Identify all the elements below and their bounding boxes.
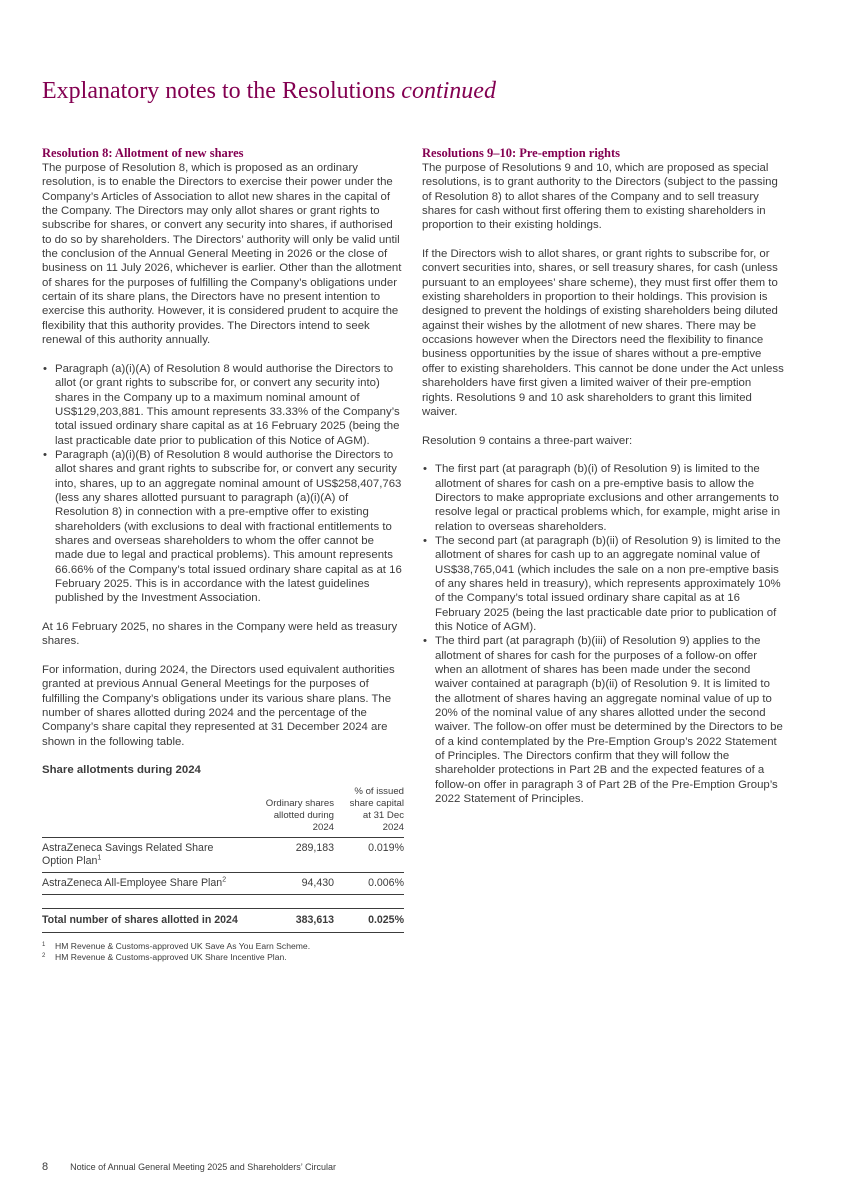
total-shares: 383,613 <box>242 908 334 932</box>
resolutions-9-10-heading: Resolutions 9–10: Pre-emption rights <box>422 146 621 160</box>
waiver-bullets <box>422 462 784 806</box>
row-label <box>42 837 242 872</box>
table-spacer-row <box>42 894 404 908</box>
title-continued: continued <box>401 78 496 104</box>
page-title <box>42 78 496 105</box>
share-allotments-table <box>42 786 404 933</box>
footnote-text: HM Revenue & Customs-approved UK Share Incentive Plan. <box>55 951 287 962</box>
list-item: • The third part (at paragraph (b)(iii) of Resolution 9) applies to the allotment of shares for cash for the purposes of a follow-on offer when an allotment of shares has been made under the second waiver contained at paragraph (b)(ii) of Resolution 9. It is limited to the allotment of shares having an aggregate nominal value of up to 20% of the nominal value of any shares allotted under the second waiver. The follow-on offer must be determined by the Directors to be of a kind contemplated by the Pre-Emption Group’s 2022 Statement of Principles. The Directors confirm that they will follow the shareholder protections in Part 2B and the expected features of a follow-on offer in paragraph 3 of Part 2B of the Pre-Emption Group’s 2022 Statement of Principles. <box>422 634 784 806</box>
page-number: 8 <box>42 1161 49 1173</box>
row-pct: 0.019% <box>334 837 404 872</box>
right-column <box>422 146 784 821</box>
resolution-8-bullets <box>42 362 404 606</box>
footnote-mark: 2 <box>42 952 46 959</box>
table-header-shares <box>242 786 334 838</box>
treasury-note: At 16 February 2025, no shares in the Company were held as treasury shares. <box>42 621 398 648</box>
row-label-text: AstraZeneca Savings Related Share Option Plan <box>42 841 214 867</box>
footnote <box>42 941 404 952</box>
resolution-8-heading: Resolution 8: Allotment of new shares <box>42 146 244 160</box>
table-total-row <box>42 908 404 932</box>
allotment-info: For information, during 2024, the Directors used equivalent authorities granted at previous Annual General Meetings for the purposes of fulfilling the Company’s obligations under its various share plans. The number of shares allotted during 2024 and the percentage of the Company’s share capital they represented at 31 December 2024 are shown in the following table. <box>42 664 395 748</box>
table-header-row <box>42 786 404 838</box>
header-pct-text: % of issued share capital at 31 Dec 2024 <box>349 785 404 833</box>
list-item: • The second part (at paragraph (b)(ii) of Resolution 9) is limited to the allotment of shares for cash up to an aggregate nominal value of US$38,765,041 (which includes the sale on a non pre-emptive basis of any shares held in treasury), which represents approximately 10% of the Company’s total issued ordinary share capital as at 16 February 2025 (being the last practicable date prior to publication of this Notice of AGM). <box>422 534 784 634</box>
list-item: • Paragraph (a)(i)(A) of Resolution 8 would authorise the Directors to allot (or grant rights to subscribe for, or convert any security into) shares in the Company up to a maximum nominal amount of US$129,203,881. This amount represents 33.33% of the Company’s total issued ordinary share capital as at 16 February 2025 (being the last practicable date prior to publication of this Notice of AGM). <box>42 362 404 448</box>
row-label-text: AstraZeneca All-Employee Share Plan <box>42 876 223 889</box>
row-pct: 0.006% <box>334 872 404 894</box>
row-label <box>42 872 242 894</box>
title-main: Explanatory notes to the Resolutions <box>42 78 396 104</box>
row-shares: 289,183 <box>242 837 334 872</box>
footnote-ref: 1 <box>97 854 102 862</box>
header-shares-text: Ordinary shares allotted during 2024 <box>265 797 334 833</box>
footnote-text: HM Revenue & Customs-approved UK Save As You Earn Scheme. <box>55 940 311 951</box>
footnotes <box>42 941 404 963</box>
pre-emption-intro: The purpose of Resolutions 9 and 10, which are proposed as special resolutions, is to grant authority to the Directors (subject to the passing of Resolution 8) to allot shares of the Company and to sell treasury shares for cash without first offering them to existing shareholders in proportion to their existing holdings. <box>422 162 778 232</box>
total-pct: 0.025% <box>334 908 404 932</box>
table-row <box>42 837 404 872</box>
pre-emption-explanation: If the Directors wish to allot shares, or grant rights to subscribe for, or convert securities into, shares, or sell treasury shares, for cash (unless pursuant to an employees’ share scheme), they must first offer them to existing shareholders in proportion to their holdings. This provision is designed to prevent the holdings of existing shareholders being diluted against their wishes by the allotment of new shares. There may be occasions however when the Directors need the flexibility to finance business opportunities by the issue of shares without a pre-emptive offer to existing shareholders. This cannot be done under the Act unless shareholders have first given a limited waiver of their pre-emption rights. Resolutions 9 and 10 ask shareholders to grant this limited waiver. <box>422 248 784 418</box>
table-title: Share allotments during 2024 <box>42 764 201 777</box>
footer-text: Notice of Annual General Meeting 2025 and Shareholders’ Circular <box>70 1162 336 1172</box>
page-footer <box>42 1161 336 1173</box>
resolution-8-intro: The purpose of Resolution 8, which is proposed as an ordinary resolution, is to enable the Directors to exercise their power under the Company’s Articles of Association to allot new shares in the capital of the Company. The Directors may only allot shares or grant rights to subscribe for shares, or convert any security into shares, if authorised to do so by shareholders. The Directors’ authority will only be valid until the conclusion of the Annual General Meeting in 2026 or the close of business on 11 July 2026, whichever is earlier. Other than the allotment of shares for the purposes of fulfilling the Company’s obligations under certain of its share plans, the Directors have no present intention to exercise this authority. However, it is considered prudent to acquire the flexibility that this authority provides. The Directors intend to seek renewal of this authority annually. <box>42 162 402 347</box>
list-item: • Paragraph (a)(i)(B) of Resolution 8 would authorise the Directors to allot shares and grant rights to subscribe for, or convert any security into, shares, up to an aggregate nominal amount of US$258,407,763 (less any shares allotted pursuant to paragraph (a)(i)(A) of Resolution 8) in connection with a pre-emptive offer to existing shareholders (with exclusions to deal with fractional entitlements to shares and overseas shareholders to whom the offer cannot be made due to legal and practical problems). This amount represents 66.66% of the Company’s total issued ordinary share capital as at 16 February 2025. This is in accordance with the latest guidelines published by the Investment Association. <box>42 448 404 606</box>
table-header-empty <box>42 786 242 838</box>
table-header-pct <box>334 786 404 838</box>
footnote-mark: 1 <box>42 941 46 948</box>
total-label: Total number of shares allotted in 2024 <box>42 908 242 932</box>
list-item: • The first part (at paragraph (b)(i) of Resolution 9) is limited to the allotment of shares for cash on a pre-emptive basis to allow the Directors to make appropriate exclusions and other arrangements to resolve legal or practical problems which, for example, might arise in relation to overseas shareholders. <box>422 462 784 534</box>
footnote <box>42 952 404 963</box>
footnote-ref: 2 <box>222 876 227 884</box>
row-shares: 94,430 <box>242 872 334 894</box>
left-column <box>42 146 404 963</box>
waiver-intro: Resolution 9 contains a three-part waiver: <box>422 434 633 447</box>
table-row <box>42 872 404 894</box>
